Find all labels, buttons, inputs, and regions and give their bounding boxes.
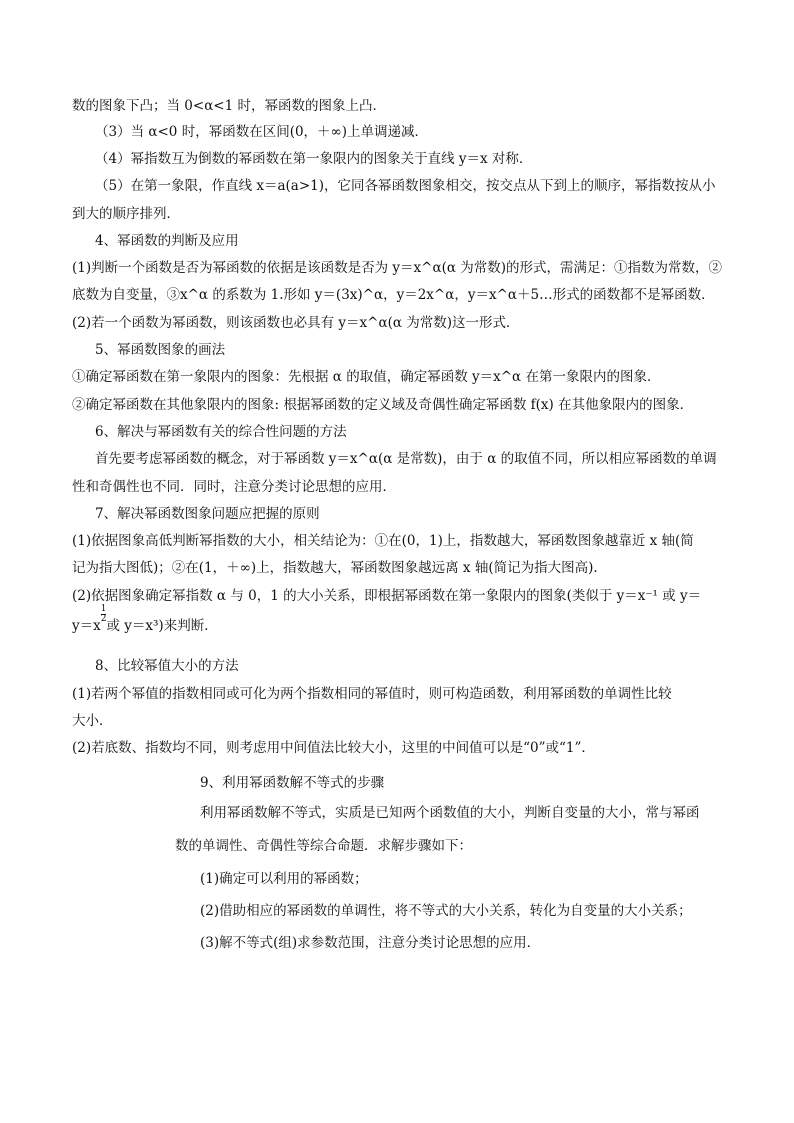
text-line: (2)若一个函数为幂函数，则该函数也必具有 y＝x^α(α 为常数)这一形式． xyxy=(72,315,520,331)
text-line: 数的图象下凸；当 0<α<1 时，幂函数的图象上凸． xyxy=(72,98,386,114)
fraction-denominator: 2 xyxy=(100,614,107,624)
fraction-numerator: 1 xyxy=(100,604,107,614)
text-line: (1)依据图象高低判断幂指数的大小，相关结论为：①在(0，1)上，指数越大，幂函数图象越靠近 x 轴(简 xyxy=(72,533,694,549)
text-line: ②确定幂函数在其他象限内的图象: 根据幂函数的定义域及奇偶性确定幂函数 f(x) 在其他象限内的图象． xyxy=(72,397,694,413)
formula-prefix: y＝x xyxy=(72,618,101,634)
text-line: (1)判断一个函数是否为幂函数的依据是该函数是否为 y＝x^α(α 为常数)的形式，需满足：①指数为常数，② xyxy=(72,260,723,276)
text-line: 记为指大图低)；②在(1，＋∞)上，指数越大，幂函数图象越远离 x 轴(简记为指大图高). xyxy=(72,560,598,576)
formula-suffix: 或 y＝x³)来判断． xyxy=(106,618,218,634)
formula-line xyxy=(72,604,218,636)
fraction-exponent xyxy=(101,605,107,624)
text-line: (1)若两个幂值的指数相同或可化为两个指数相同的幂值时，则可构造函数，利用幂函数的单调性比较 xyxy=(72,686,672,702)
text-line: (2)借助相应的幂函数的单调性，将不等式的大小关系，转化为自变量的大小关系； xyxy=(200,903,692,919)
section-heading: 4、幂函数的判断及应用 xyxy=(95,233,239,249)
text-line: （3）当 α<0 时，幂函数在区间(0，＋∞)上单调递减． xyxy=(95,124,429,140)
section-heading: 5、幂函数图象的画法 xyxy=(95,342,226,358)
text-line: （5）在第一象限，作直线 x＝a(a>1)，它同各幂函数图象相交，按交点从下到上的顺序，幂指数按从小 xyxy=(95,178,716,194)
text-line: 首先要考虑幂函数的概念，对于幂函数 y＝x^α(α 是常数)，由于 α 的取值不同，所以相应幂函数的单调 xyxy=(95,451,717,467)
section-heading: 9、利用幂函数解不等式的步骤 xyxy=(200,775,385,791)
section-heading: 6、解决与幂函数有关的综合性问题的方法 xyxy=(95,424,347,440)
text-line: ①确定幂函数在第一象限内的图象：先根据 α 的取值，确定幂函数 y＝x^α 在第一象限内的图象． xyxy=(72,369,661,385)
text-line: 性和奇偶性也不同．同时，注意分类讨论思想的应用． xyxy=(72,479,396,495)
text-line: 数的单调性、奇偶性等综合命题．求解步骤如下： xyxy=(175,838,472,854)
text-line: (1)确定可以利用的幂函数； xyxy=(200,871,368,887)
section-heading: 8、比较幂值大小的方法 xyxy=(95,658,239,674)
text-line: 到大的顺序排列． xyxy=(72,206,180,222)
text-line: （4）幂指数互为倒数的幂函数在第一象限内的图象关于直线 y＝x 对称． xyxy=(95,151,533,167)
text-line: 底数为自变量，③x^α 的系数为 1.形如 y＝(3x)^α，y＝2x^α，y＝x^α＋5…形式的函数都不是幂函数． xyxy=(72,287,715,303)
text-line: 大小． xyxy=(72,713,113,729)
section-heading: 7、解决幂函数图象问题应把握的原则 xyxy=(95,506,320,522)
text-line: (2)依据图象确定幂指数 α 与 0，1 的大小关系，即根据幂函数在第一象限内的图象(类似于 y＝x⁻¹ 或 y＝ xyxy=(72,588,702,604)
text-line: (2)若底数、指数均不同，则考虑用中间值法比较大小，这里的中间值可以是“0”或“1”． xyxy=(72,740,595,756)
text-line: (3)解不等式(组)求参数范围，注意分类讨论思想的应用． xyxy=(200,935,541,951)
text-line: 利用幂函数解不等式，实质是已知两个函数值的大小，判断自变量的大小，常与幂函 xyxy=(200,805,700,821)
